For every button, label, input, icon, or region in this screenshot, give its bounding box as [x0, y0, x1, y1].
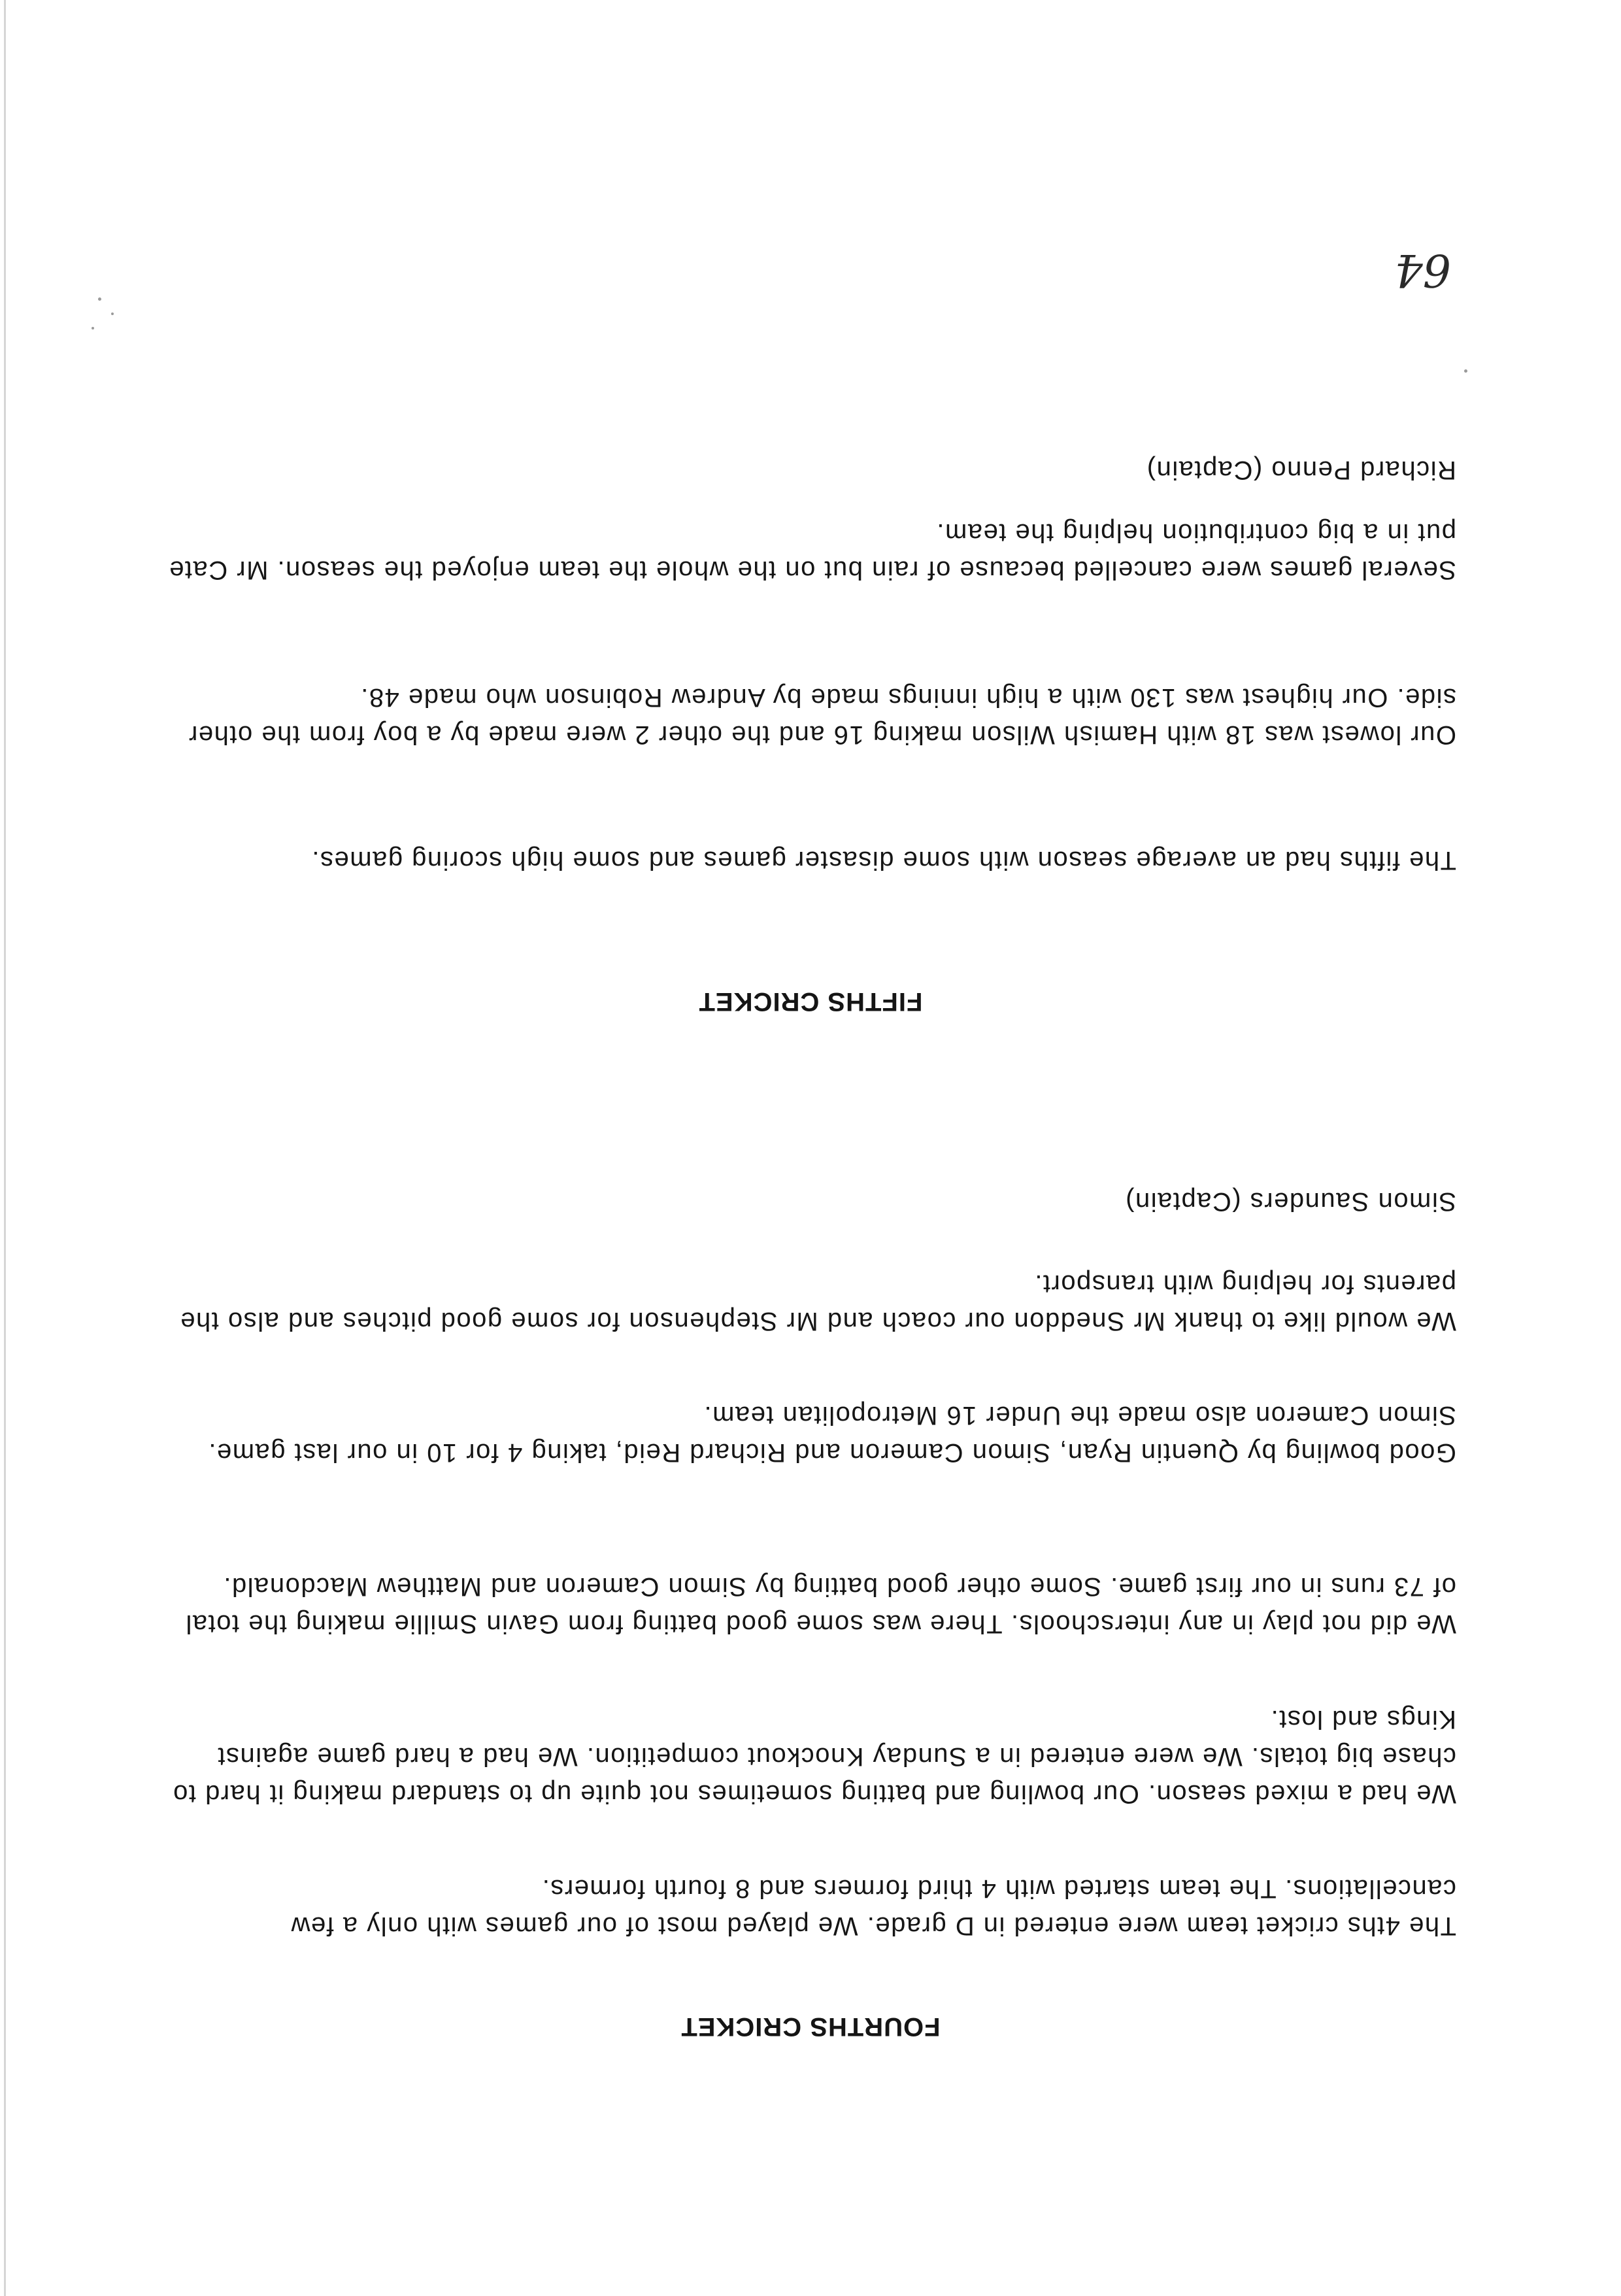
fourths-heading: FOURTHS CRICKET — [680, 2012, 941, 2041]
fourths-captain-signature: Simon Saunders (Captain) — [1124, 1187, 1456, 1216]
fourths-paragraph-5: We would like to thank Mr Sneddon our coach and Mr Stephenson for some good pitches and also the parents for helping with transport. — [179, 1270, 1456, 1336]
fourths-paragraph-1: The 4ths cricket team were entered in D grade. We played most of our games with only a few cancellations. The team started with 4 third formers and 8 fourth formers. — [290, 1874, 1456, 1940]
fifths-paragraph-3: Several games were cancelled because of rain but on the whole the team enjoyed the season. Mr Cate put in a big contribution helping the team. — [168, 518, 1456, 584]
fifths-paragraph-1: The fifths had an average season with some disaster games and some high scoring games. — [310, 846, 1456, 875]
fourths-paragraph-3: We did not play in any interschools. There was some good batting from Gavin Smillie making the total of 73 runs in our first game. Some other good batting by Simon Cameron and Matthew Macdonald. — [185, 1572, 1456, 1638]
fifths-captain-signature: Richard Penno (Captain) — [1146, 456, 1456, 484]
handwritten-page-number: 64 — [1394, 244, 1451, 295]
fourths-paragraph-2: We had a mixed season. Our bowling and batting sometimes not quite up to standard making it hard to chase big totals. We were entered in a Sunday Knockout competition. We had a hard game against Kings and lost. — [172, 1705, 1456, 1808]
fifths-paragraph-2: Our lowest was 18 with Hamish Wilson making 16 and the other 2 were made by a boy from the other side. Our highest was 130 with a high innings made by Andrew Robinson who made 48. — [188, 683, 1456, 749]
fourths-paragraph-4: Good bowling by Quentin Ryan, Simon Cameron and Richard Reid, taking 4 for 10 in our last game. Simon Cameron also made the Under 16 Metropolitan team. — [207, 1401, 1456, 1467]
fifths-heading: FIFTHS CRICKET — [698, 987, 923, 1016]
